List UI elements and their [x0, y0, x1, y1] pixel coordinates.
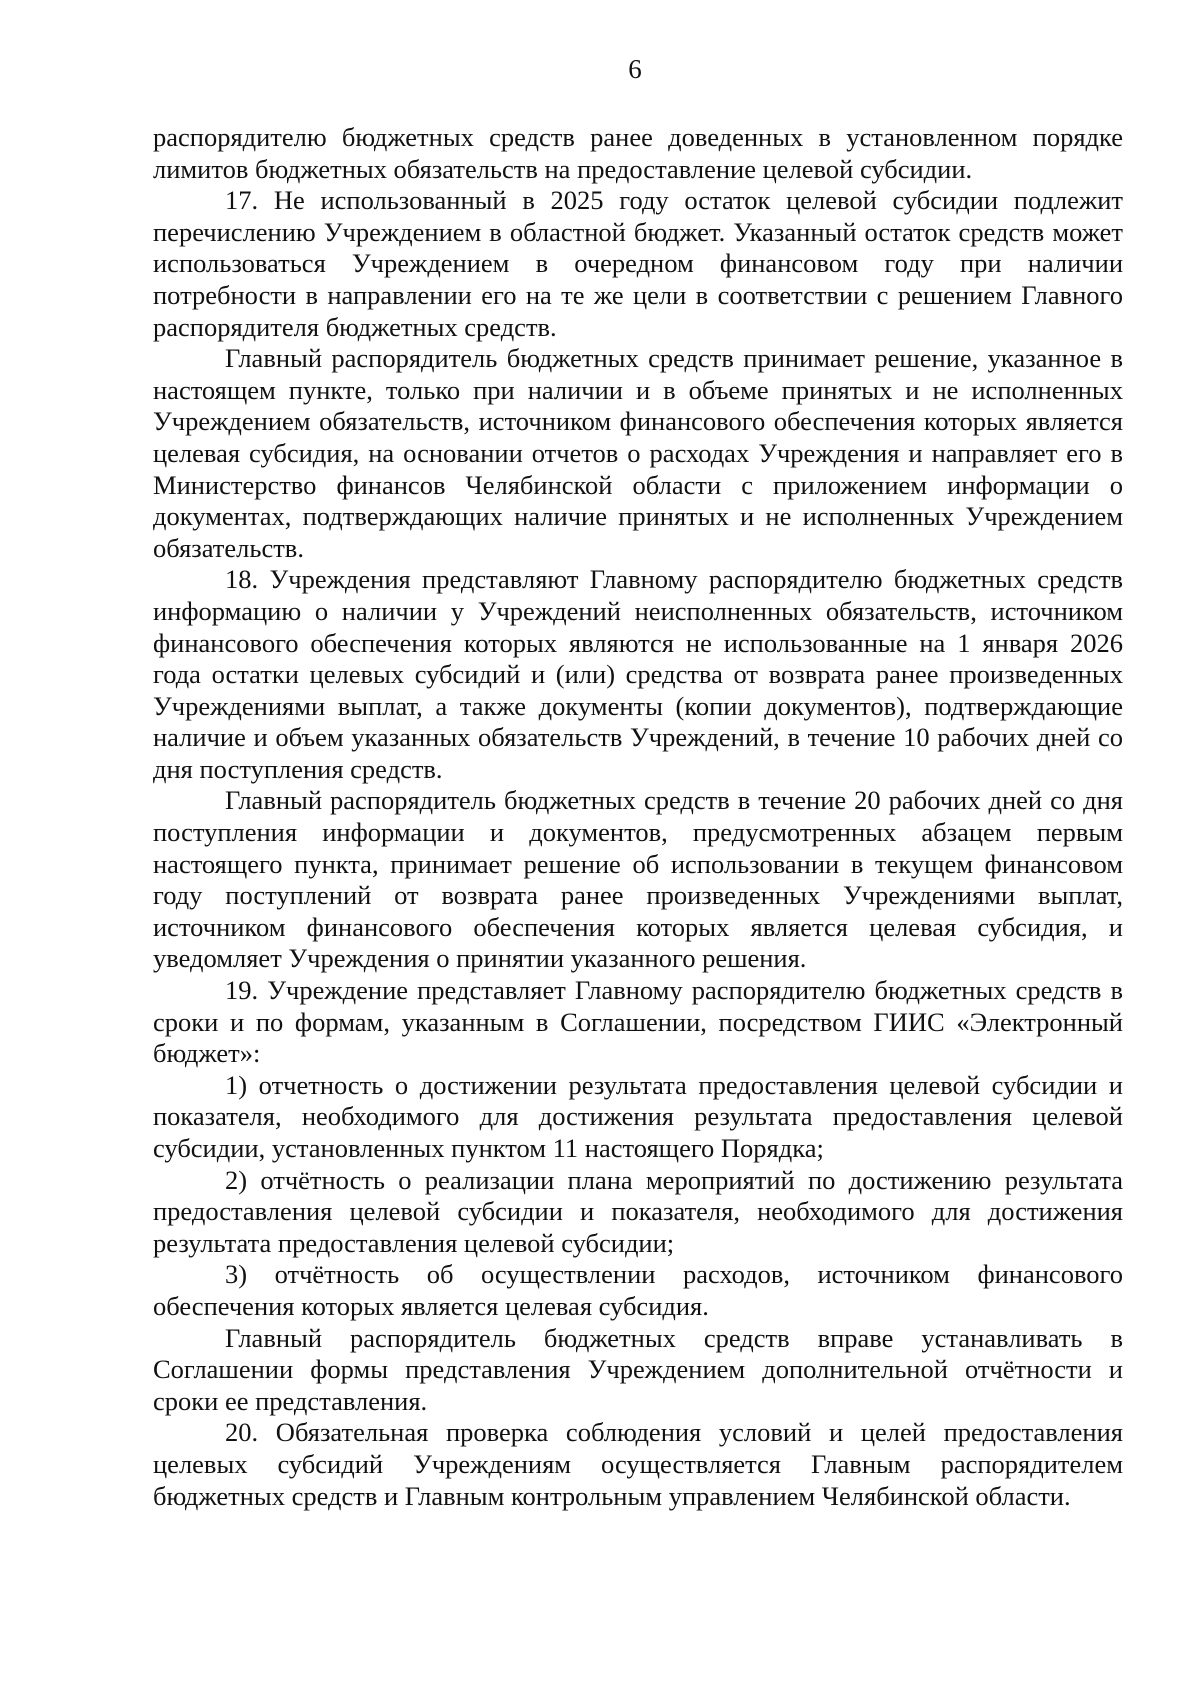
paragraph-item-19-subitem-3: 3) отчётность об осуществлении расходов, источником финансового обеспечения которых является целевая субсидия. — [153, 1259, 1123, 1321]
paragraph-item-17-decision: Главный распорядитель бюджетных средств принимает решение, указанное в настоящем пункте, только при наличии и в объеме принятых и не исполненных Учреждением обязательств, источником финансового обеспечения которых является целевая субсидия, на основании отчетов о расходах Учреждения и направляет его в Министерство финансов Челябинской области с приложением информации о документах, подтверждающих наличие принятых и не исполненных Учреждением обязательств. — [153, 343, 1123, 563]
paragraph-item-20: 20. Обязательная проверка соблюдения условий и целей предоставления целевых субсидий Учреждениям осуществляется Главным распорядителем бюджетных средств и Главным контрольным управлением Челябинской области. — [153, 1417, 1123, 1511]
paragraph-item-19-subitem-1: 1) отчетность о достижении результата предоставления целевой субсидии и показателя, необходимого для достижения результата предоставления целевой субсидии, установленных пунктом 11 настоящего Порядка; — [153, 1069, 1123, 1163]
paragraph-item-18-decision: Главный распорядитель бюджетных средств в течение 20 рабочих дней со дня поступления информации и документов, предусмотренных абзацем первым настоящего пункта, принимает решение об использовании в текущем финансовом году поступлений от возврата ранее произведенных Учреждениями выплат, источником финансового обеспечения которых является целевая субсидия, и уведомляет Учреждения о принятии указанного решения. — [153, 785, 1123, 974]
paragraph-item-19: 19. Учреждение представляет Главному распорядителю бюджетных средств в сроки и по формам, указанным в Соглашении, посредством ГИИС «Электронный бюджет»: — [153, 975, 1123, 1069]
document-body — [153, 122, 1123, 1512]
paragraph-item-18: 18. Учреждения представляют Главному распорядителю бюджетных средств информацию о наличии у Учреждений неисполненных обязательств, источником финансового обеспечения которых являются не использованные на 1 января 2026 года остатки целевых субсидий и (или) средства от возврата ранее произведенных Учреждениями выплат, а также документы (копии документов), подтверждающие наличие и объем указанных обязательств Учреждений, в течение 10 рабочих дней со дня поступления средств. — [153, 564, 1123, 784]
paragraph-item-17: 17. Не использованный в 2025 году остаток целевой субсидии подлежит перечислению Учреждением в областной бюджет. Указанный остаток средств может использоваться Учреждением в очередном финансовом году при наличии потребности в направлении его на те же цели в соответствии с решением Главного распорядителя бюджетных средств. — [153, 185, 1123, 342]
paragraph-item-19-additional-reporting: Главный распорядитель бюджетных средств вправе устанавливать в Соглашении формы представления Учреждением дополнительной отчётности и сроки ее представления. — [153, 1322, 1123, 1416]
paragraph-continuation: распорядителю бюджетных средств ранее доведенных в установленном порядке лимитов бюджетных обязательств на предоставление целевой субсидии. — [153, 122, 1123, 184]
page-number: 6 — [628, 54, 642, 84]
paragraph-item-19-subitem-2: 2) отчётность о реализации плана мероприятий по достижению результата предоставления целевой субсидии и показателя, необходимого для достижения результата предоставления целевой субсидии; — [153, 1164, 1123, 1258]
